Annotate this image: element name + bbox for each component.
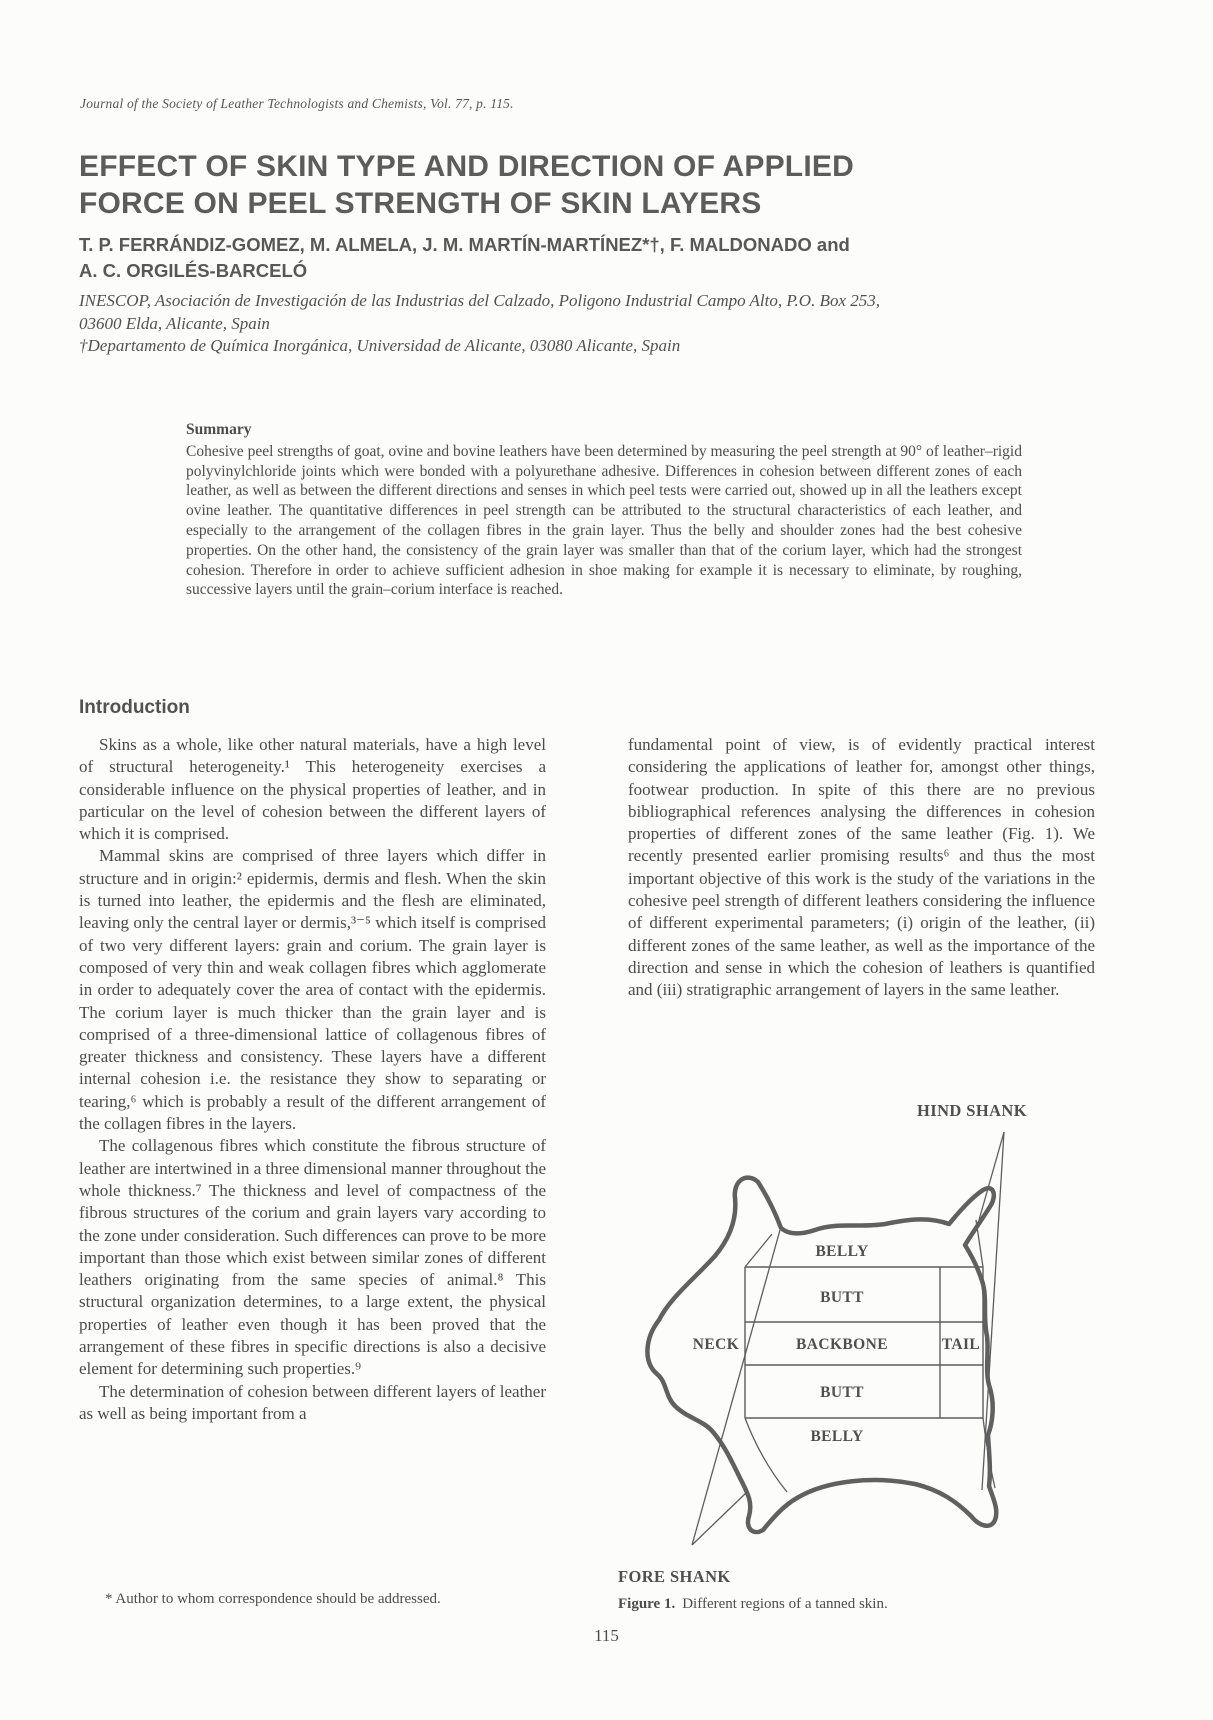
- article-title: [79, 148, 1019, 222]
- author-list: [79, 232, 1039, 284]
- affiliation-line-1: INESCOP, Asociación de Investigación de las Industrias del Calzado, Poligono Industrial Campo Alto, P.O. Box 253,: [79, 291, 881, 310]
- article-title-line-1: EFFECT OF SKIN TYPE AND DIRECTION OF APPLIED: [79, 150, 854, 183]
- figure-label-fore-shank: FORE SHANK: [618, 1567, 731, 1586]
- author-list-line-2: A. C. ORGILÉS-BARCELÓ: [79, 260, 308, 281]
- author-list-line-1: T. P. FERRÁNDIZ-GOMEZ, M. ALMELA, J. M. MARTÍN-MARTÍNEZ*†, F. MALDONADO and: [79, 234, 850, 255]
- left-column: [79, 697, 546, 1425]
- article-title-line-2: FORCE ON PEEL STRENGTH OF SKIN LAYERS: [79, 187, 762, 220]
- figure-label-butt-top: BUTT: [820, 1289, 864, 1306]
- figure-label-butt-bottom: BUTT: [820, 1384, 864, 1401]
- summary-text: Cohesive peel strengths of goat, ovine and bovine leathers have been determined by measuring the peel strength at 90° of leather–rigid polyvinylchloride joints which were bonded with a polyurethane adhesive. Differences in cohesion between different zones of each leather, as well as between the different directions and senses in which peel tests were carried out, showed up in all the leathers except ovine leather. The quantitative differences in peel strength can be attributed to the structural characteristics of each leather, and especially to the arrangement of the collagen fibres in the grain layer. Thus the belly and shoulder zones had the best cohesive properties. On the other hand, the consistency of the grain layer was smaller than that of the corium layer, which had the strongest cohesion. Therefore in order to achieve sufficient adhesion in shoe making for example it is necessary to eliminate, by roughing, successive layers until the grain–corium interface is reached.: [186, 442, 1022, 599]
- intro-paragraph-continuation: fundamental point of view, is of evidently practical interest considering the applications of leather for, amongst other things, footwear production. In spite of this there are no previous bibliographical references analysing the differences in cohesion properties of different zones of the same leather (Fig. 1). We recently presented earlier promising results⁶ and thus the most important objective of this work is the study of the variations in the cohesive peel strength of different leathers considering the influence of different experimental parameters; (i) origin of the leather, (ii) different zones of the same leather, as well as the importance of the direction and sense in which the cohesion of leathers is quantified and (iii) stratigraphic arrangement of layers in the same leather.: [628, 735, 1095, 1000]
- page-number: 115: [594, 1626, 619, 1645]
- affiliation-line-2: 03600 Elda, Alicante, Spain: [79, 313, 270, 333]
- intro-paragraph-2: Mammal skins are comprised of three layers which differ in structure and in origin:² epidermis, dermis and flesh. When the skin is turned into leather, the epidermis and the flesh are eliminated, leaving only the central layer or dermis,³⁻⁵ which itself is comprised of two very different layers: grain and corium. The grain layer is composed of very thin and weak collagen fibres which agglomerate in order to adequately cover the area of contact with the epidermis. The corium layer is much thicker than the grain layer and is comprised of a three-dimensional lattice of collagenous fibres of greater thickness and consistency. These layers have a different internal cohesion i.e. the resistance they show to separating or tearing,⁶ which is probably a result of the different arrangement of the collagen fibres in the layers.: [79, 846, 546, 1134]
- figure-caption: [618, 1596, 1178, 1613]
- summary-section: [186, 420, 1022, 600]
- figure-label-belly-bottom: BELLY: [810, 1428, 864, 1445]
- figure-caption-text: Different regions of a tanned skin.: [682, 1596, 888, 1612]
- figure-label-neck: NECK: [692, 1336, 740, 1353]
- summary-heading: Summary: [186, 421, 252, 438]
- figure-caption-label: Figure 1.: [618, 1596, 676, 1612]
- intro-paragraph-4: The determination of cohesion between different layers of leather as well as being important from a: [79, 1381, 546, 1423]
- right-column: [628, 734, 1095, 1002]
- figure-1: [575, 1040, 1212, 1600]
- figure-label-hind-shank: HIND SHANK: [917, 1101, 1027, 1120]
- figure-label-backbone: BACKBONE: [796, 1336, 888, 1353]
- intro-paragraph-1: Skins as a whole, like other natural materials, have a high level of structural heterogeneity.¹ This heterogeneity exercises a considerable influence on the physical properties of leather, and in particular on the level of cohesion between the different layers of which it is comprised.: [79, 735, 546, 844]
- affiliation-block: [79, 290, 1059, 358]
- introduction-heading: Introduction: [79, 697, 190, 718]
- intro-paragraph-3: The collagenous fibres which constitute the fibrous structure of leather are intertwined in a three dimensional manner throughout the whole thickness.⁷ The thickness and level of compactness of the fibrous structures of the corium and grain layers vary according to the zone under consideration. Such differences can prove to be more important than those which exist between similar zones of different leathers originating from the same species of animal.⁸ This structural organization determines, to a large extent, the physical properties of leather even though it has been proved that the arrangement of these fibres in specific directions is also a decisive element for determining such properties.⁹: [79, 1136, 546, 1379]
- correspondence-footnote: * Author to whom correspondence should be addressed.: [105, 1591, 441, 1607]
- tanned-skin-diagram: [575, 1040, 1212, 1600]
- skin-outline-path: [647, 1178, 996, 1532]
- figure-label-tail: TAIL: [941, 1336, 981, 1353]
- journal-header-line: Journal of the Society of Leather Technologists and Chemists, Vol. 77, p. 115.: [80, 96, 514, 111]
- figure-label-belly-top: BELLY: [815, 1243, 869, 1260]
- affiliation-line-3: †Departamento de Química Inorgánica, Universidad de Alicante, 03080 Alicante, Spain: [79, 336, 681, 355]
